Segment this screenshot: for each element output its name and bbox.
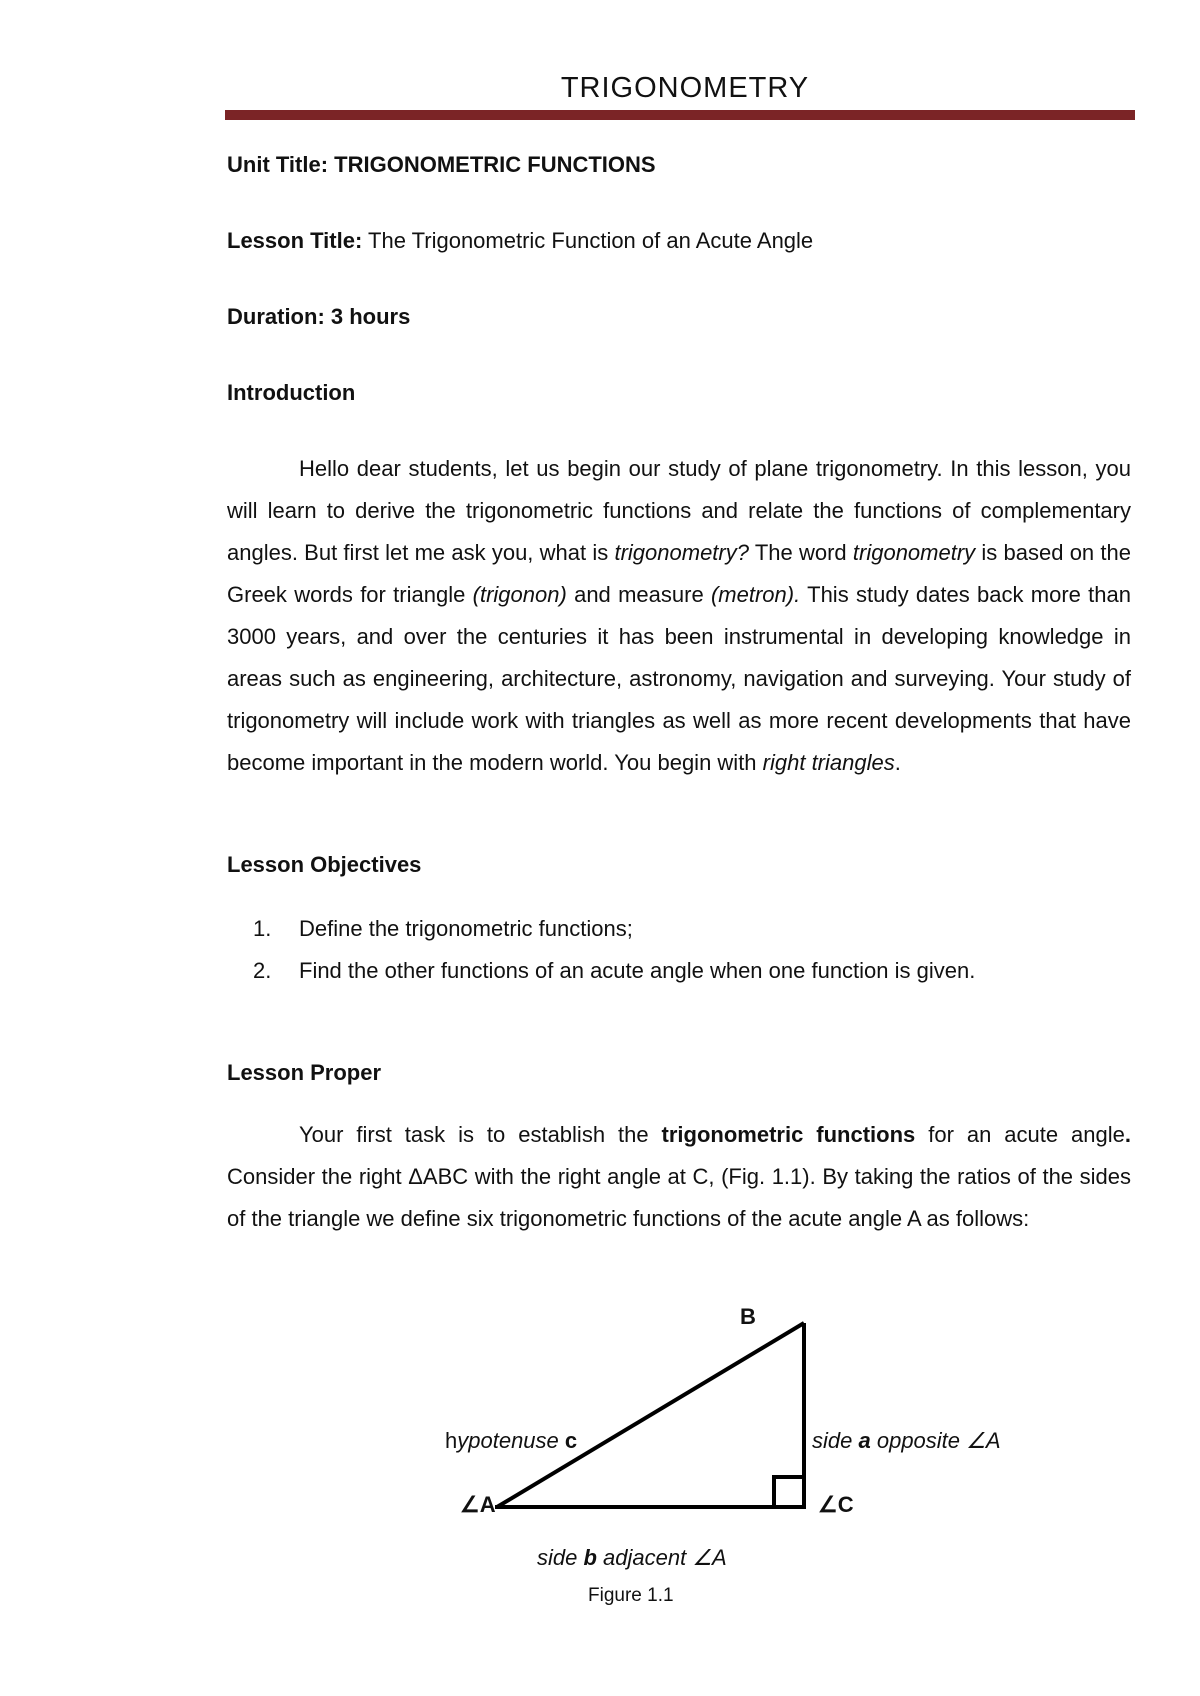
duration-value: 3 hours <box>330 304 411 329</box>
lesson-title-value: The Trigonometric Function of an Acute Angle <box>368 228 814 253</box>
figure-caption: Figure 1.1 <box>588 1585 674 1606</box>
lesson-proper-paragraph: Your first task is to establish the trigonometric functions for an acute angle. Consider the right ΔABC with the right angle at C, (Fig. 1.1). By taking the ratios of the sides of the triangle we define six trigonometric functions of the acute angle A as follows: <box>227 1122 1132 1231</box>
lesson-proper-heading: Lesson Proper <box>227 1060 382 1085</box>
unit-title-value: TRIGONOMETRIC FUNCTIONS <box>334 152 656 177</box>
running-title: TRIGONOMETRY <box>560 72 810 104</box>
vertex-b-label: B <box>740 1304 756 1329</box>
introduction-heading: Introduction <box>227 380 356 405</box>
list-item-number: 1. <box>253 916 272 941</box>
vertex-c-label: ∠C <box>818 1492 854 1517</box>
list-item <box>227 908 975 950</box>
list-item-text: Define the trigonometric functions; <box>299 916 633 941</box>
lesson-title-line <box>227 226 813 256</box>
hypotenuse-label: hypotenuse c <box>445 1428 578 1453</box>
unit-title-line <box>227 150 656 180</box>
list-item <box>227 950 975 992</box>
duration-line <box>227 302 410 332</box>
right-angle-marker <box>774 1477 804 1507</box>
objectives-heading: Lesson Objectives <box>227 852 422 877</box>
unit-title-label: Unit Title: <box>227 152 329 177</box>
list-item-text: Find the other functions of an acute angle when one function is given. <box>299 958 976 983</box>
objectives-list <box>227 908 975 992</box>
header-rule <box>225 110 1135 120</box>
adjacent-side-label: side b adjacent ∠A <box>537 1545 727 1570</box>
introduction-paragraph: Hello dear students, let us begin our study of plane trigonometry. In this lesson, you will learn to derive the trigonometric functions and relate the functions of complementary angles. But first let me ask you, what is trigonometry? The word trigonometry is based on the Greek words for triangle (trigonon) and measure (metron). This study dates back more than 3000 years, and over the centuries it has been instrumental in developing knowledge in areas such as engineering, architecture, astronomy, navigation and surveying. Your study of trigonometry will include work with triangles as well as more recent developments that have become important in the modern world. You begin with right triangles. <box>227 456 1132 775</box>
duration-label: Duration: <box>227 304 325 329</box>
vertex-a-label: ∠A <box>460 1492 496 1517</box>
hypotenuse-line <box>497 1323 804 1507</box>
list-item-number: 2. <box>253 958 272 983</box>
lesson-title-label: Lesson Title: <box>227 228 363 253</box>
opposite-side-label: side a opposite ∠A <box>812 1428 1001 1453</box>
